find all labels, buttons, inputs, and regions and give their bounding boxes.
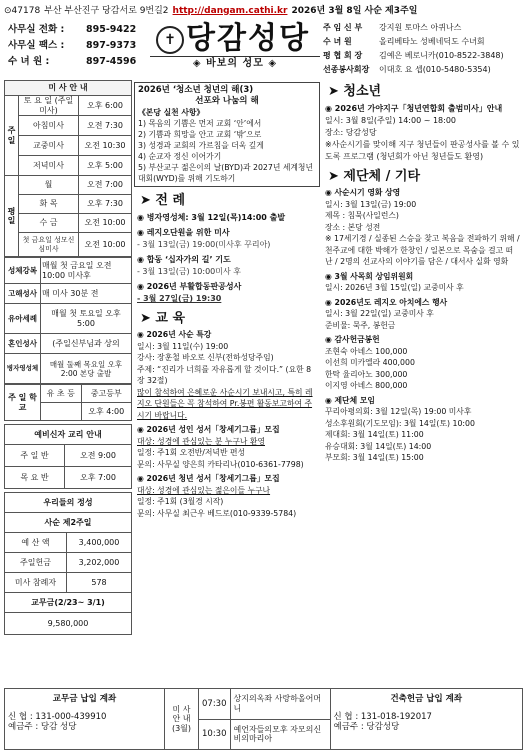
- groups-item: ◉ 사순시기 영화 상영: [325, 188, 401, 198]
- offering-value: 3,400,000: [67, 533, 132, 553]
- youth-section: [322, 103, 523, 163]
- groups-line: 일시: 3월 22일(일) 교중미사 후: [325, 309, 434, 319]
- tithe-title: 교무금 납입 계좌: [52, 694, 117, 704]
- intention-name: 예언자들의모후 자모의신비의마리아: [230, 719, 330, 750]
- mass-name: 월: [19, 176, 79, 195]
- offering-title: 우리들의 정성: [5, 493, 132, 513]
- catechumen-table: [4, 424, 132, 489]
- groups-line: 부모회: 3월 14일(토) 15:00: [325, 453, 424, 463]
- contact-info: [8, 22, 146, 70]
- mass-time: 오전 7:30: [79, 116, 132, 136]
- middle-column: [134, 82, 320, 684]
- liturgy-item: ◉ 합동 ‘십자가의 길’ 기도: [137, 254, 231, 264]
- parish-logo-icon: ✝: [156, 26, 184, 54]
- contact-value: 897-4596: [86, 56, 137, 68]
- staff-row: [323, 63, 524, 77]
- groups-line: 일시: 2026년 3월 15일(일) 교중미사 후: [325, 283, 464, 293]
- mass-time: 오후 6:00: [79, 96, 132, 116]
- liturgy-list: [134, 212, 320, 305]
- staff-name: 이대호 요 셉(010-5480-5354): [379, 65, 491, 75]
- youth-heading: ➤ 청소년: [328, 84, 382, 99]
- groups-line: 일시: 3월 13일(금) 19:00: [325, 199, 417, 209]
- sacrament-name: 혼인성사: [5, 334, 41, 354]
- youth-line: ※사순시기를 맞이해 지구 청년들이 판공성사를 볼 수 있도록 프로그램 (청년회가 아닌 청년들도 환영): [325, 139, 520, 161]
- building-line: 신 협 : 131-018-192017: [333, 712, 432, 723]
- theme-item: 2) 기쁨과 희망을 안고 교회 ‘밖’으로: [138, 130, 262, 139]
- groups-line: ※ 17세기경 / 실종된 스승을 찾고 복음을 전파하기 위해 / 천주교에 대한 박해가 한창인 / 일본으로 목숨을 걸고 떠난 / 2명의 선교사의 이야기를 담은 / 대서사 실화 영화: [325, 234, 520, 267]
- contact-value: 895-9422: [86, 24, 137, 36]
- school-group: 유 초 등: [41, 385, 82, 403]
- edu-line: 주제: “진리가 너희를 자유롭게 할 것이다.” (요한 8장 32절): [137, 364, 312, 386]
- groups-item: ◉ 3월 사목회 상임위원회: [325, 271, 414, 281]
- liturgy-detail: - 3월 13일(금) 10:00미사 후: [137, 266, 241, 276]
- school-group: [41, 403, 82, 421]
- offering-key: 미사 참례자: [5, 573, 67, 593]
- mass-name: 화 목: [19, 195, 79, 214]
- theme-box: [134, 82, 320, 187]
- sacrament-table: [4, 257, 132, 384]
- school-time: 오후 4:00: [81, 403, 131, 421]
- contact-label: 사무실 전화 :: [8, 24, 65, 36]
- fund-value: 9,580,000: [5, 613, 132, 635]
- edu-list: [134, 329, 320, 519]
- parish-subtitle: ◈ 바보의 성모 ◈: [150, 56, 320, 70]
- theme-item: 5) 부산교구 젊은이의 날(BYD)과 2027년 세계청년대회(WYD)를 위해 기도하기: [138, 163, 313, 183]
- theme-line1: 2026년 ‘청소년 청년의 해(3): [138, 85, 254, 95]
- sacrament-name: 유아세례: [5, 304, 41, 334]
- header-line: [4, 3, 523, 19]
- sacrament-name: 성체강복: [5, 258, 41, 284]
- school-label: 주 일 학 교: [5, 385, 41, 421]
- staff-role: 수 녀 원: [323, 37, 352, 47]
- building-title: 건축헌금 납입 계좌: [390, 694, 463, 704]
- groups-line: 제대회: 3월 14일(토) 11:00: [325, 430, 424, 440]
- edu-item: ◉ 2026년 청년 성서「창세기그룹」모집: [137, 474, 280, 484]
- right-column: [322, 82, 523, 684]
- staff-name: 김예은 베로니카(010-8522-3848): [379, 51, 504, 61]
- theme-item: 3) 성경과 교회의 가르침을 더욱 깊게: [138, 141, 264, 150]
- catechumen-title: 예비신자 교리 안내: [5, 425, 132, 445]
- groups-line: 한탁 율리아노 300,000: [325, 369, 408, 379]
- staff-row: [323, 49, 524, 63]
- website-link[interactable]: http://dangam.cathi.kr: [172, 5, 288, 16]
- weekday-label: 평 일: [5, 176, 19, 257]
- liturgy-item: ◉ 병자영성체: 3월 12일(목)14:00 출발: [137, 212, 286, 222]
- theme-item: 4) 순교자 정신 이어가기: [138, 152, 222, 161]
- sunday-school-table: [4, 384, 132, 421]
- groups-line: 유승대회: 3월 14일(토) 14:00: [325, 441, 432, 451]
- edu-line: 문의: 사무실 양은희 카타리나(010-6361-7798): [137, 459, 304, 469]
- offering-table: [4, 492, 132, 635]
- mass-name: 아침미사: [19, 116, 79, 136]
- building-line: 예금주 : 당감성당: [333, 722, 400, 733]
- groups-title: 제단체 / 기타: [343, 168, 421, 184]
- mass-name: 첫 금요일 성모신심미사: [19, 233, 79, 257]
- contact-label: 사무실 팩스 :: [8, 40, 65, 52]
- footer-table: [4, 688, 523, 750]
- offering-value: 3,202,000: [67, 553, 132, 573]
- groups-section: [322, 187, 523, 464]
- youth-title: 청소년: [343, 84, 382, 99]
- groups-item: ◉ 감사헌금봉헌: [325, 335, 380, 345]
- catechumen-day: 주 일 반: [5, 445, 65, 467]
- edu-line: 많이 참석하여 은혜로운 사순시기 보내시고, 특히 레지오 단원들은 꼭 참석하여 Pr.봉편 활동보고하여 주시기 바랍니다.: [137, 387, 313, 420]
- edu-line: 대상: 성경에 관심있는 분 누구나 환영: [137, 436, 265, 446]
- contact-convent: [8, 54, 146, 70]
- edu-item: ◉ 2026년 사순 특강: [137, 330, 212, 340]
- groups-line: 이선희 미카엘라 400,000: [325, 358, 415, 368]
- intention-time: 10:30: [199, 719, 231, 750]
- groups-line: 조현숙 아녜스 100,000: [325, 346, 408, 356]
- offering-subtitle: 사순 제2주일: [5, 513, 132, 533]
- mass-time: 오전 7:00: [79, 176, 132, 195]
- sacrament-text: (주일신부님과 상의: [41, 334, 132, 354]
- bulletin-title: [150, 22, 320, 70]
- catechumen-time: 오전 9:00: [65, 445, 132, 467]
- edu-line: 대상: 성경에 관심있는 젊은이들 누구나: [137, 485, 271, 495]
- offering-key: 예 산 액: [5, 533, 67, 553]
- groups-item: ◉ 2026년도 레지오 아치에스 행사: [325, 297, 448, 307]
- fund-label: 교무금(2/23~ 3/1): [5, 593, 132, 613]
- left-column: [4, 80, 132, 685]
- school-group: 중고등부: [81, 385, 131, 403]
- staff-name: 강지원 토마스 아퀴나스: [379, 23, 462, 33]
- groups-line: 이지영 아녜스 800,000: [325, 381, 408, 391]
- offering-value: 578: [67, 573, 132, 593]
- mass-time: 오전 10:00: [79, 214, 132, 233]
- mass-time: 오후 7:30: [79, 195, 132, 214]
- mass-name: 수 금: [19, 214, 79, 233]
- footer: [4, 688, 523, 750]
- liturgy-detail: - 3월 13일(금) 19:00(미사후 꾸리아): [137, 239, 271, 249]
- liturgy-detail: - 3월 27일(금) 19:30: [137, 293, 222, 303]
- groups-heading: ➤ 제단체 / 기타: [328, 168, 421, 184]
- youth-item: ◉ 2026년 가야지구「청년연합회 출범미사」안내: [325, 103, 503, 113]
- issue-date: 2026년 3월 8일 사순 제3주일: [291, 5, 418, 16]
- liturgy-title: 전 례: [155, 193, 186, 208]
- staff-role: 주 임 신 부: [323, 23, 363, 33]
- tithe-line: 예금주 : 당감 성당: [8, 722, 77, 733]
- theme-item: 1) 목음의 기쁨은 먼저 교회 ‘안’에서: [138, 119, 262, 128]
- mass-intention-label: 미 사 안 내 (3월): [165, 689, 199, 750]
- staff-role: 선종봉사회장: [323, 65, 370, 75]
- edu-line: 문의: 사무실 최근우 베드로(010-9339-5784): [137, 508, 297, 518]
- mass-time: 오후 5:00: [79, 156, 132, 176]
- mass-time: 오전 10:00: [79, 233, 132, 257]
- building-account: [330, 689, 523, 750]
- groups-line: 제목 : 침묵(사일런스): [325, 211, 399, 221]
- sacrament-text: 매월 첫 토요일 오후 5:00: [41, 304, 132, 334]
- sacrament-name: 고해성사: [5, 284, 41, 304]
- mass-title: 미 사 안 내: [5, 81, 132, 96]
- sunday-label: 주 일: [5, 96, 19, 176]
- zip-code: ⊙47178: [4, 5, 41, 16]
- mass-name: 토 요 일 (주일미사): [19, 96, 79, 116]
- edu-line: 일정: 주1회 오전반/저녁반 편성: [137, 448, 246, 458]
- groups-line: 꾸리아평의회: 3월 12일(목) 19:00 미사후: [325, 407, 472, 417]
- theme-line2: 선포와 나눔의 해: [195, 96, 259, 106]
- edu-line: 일정: 주1회 (3월경 시작): [137, 497, 224, 507]
- sacrament-text: 매 미사 30분 전: [41, 284, 132, 304]
- edu-line: 일시: 3월 11일(수) 19:00: [137, 341, 229, 351]
- staff-name: 올리베타노 성베네딕도 수녀회: [379, 37, 485, 47]
- theme-subtitle: 《본당 실천 사항》: [138, 108, 205, 117]
- staff-row: [323, 21, 524, 35]
- intention-name: 상지의옥좌 사랑하올어머니: [230, 689, 330, 720]
- youth-line: 일시: 3월 8일(주일) 14:00 ~ 18:00: [325, 115, 457, 125]
- groups-line: 준비물: 묵주, 봉헌금: [325, 320, 396, 330]
- groups-item: ◉ 제단체 모임: [325, 395, 375, 405]
- liturgy-item: ◉ 2026년 부활합동판공성사: [137, 281, 242, 291]
- groups-line: 장소 : 본당 성전: [325, 222, 381, 232]
- mass-name: 교중미사: [19, 136, 79, 156]
- mass-schedule-table: [4, 80, 132, 257]
- catechumen-day: 목 요 반: [5, 467, 65, 489]
- sacrament-name: 병자영성체: [5, 354, 41, 384]
- staff-list: [323, 21, 524, 77]
- tithe-account: [5, 689, 165, 750]
- contact-label: 수 녀 원 :: [8, 56, 50, 68]
- youth-line: 장소: 당감성당: [325, 127, 377, 137]
- liturgy-heading: ➤ 전 례: [140, 193, 186, 208]
- contact-value: 897-9373: [86, 40, 137, 52]
- mass-time: 오전 10:30: [79, 136, 132, 156]
- edu-heading: ➤ 교 육: [140, 310, 186, 326]
- sacrament-text: 매월 첫 금요일 오전 10:00 미사후: [41, 258, 132, 284]
- mass-name: 저녁미사: [19, 156, 79, 176]
- intention-time: 07:30: [199, 689, 231, 720]
- edu-line: 강사: 장훈철 바오로 신부(전하성당주임): [137, 353, 274, 363]
- address: 부산 부산진구 당감서로 9번길2: [44, 5, 169, 16]
- parish-name: 당감성당: [186, 21, 310, 56]
- contact-fax: [8, 38, 146, 54]
- staff-row: [323, 35, 524, 49]
- contact-phone: [8, 22, 146, 38]
- catechumen-time: 오후 7:00: [65, 467, 132, 489]
- staff-role: 평 협 회 장: [323, 51, 363, 61]
- edu-item: ◉ 2026년 성인 성서「창세기그룹」모집: [137, 425, 280, 435]
- offering-key: 주일헌금: [5, 553, 67, 573]
- edu-title: 교 육: [155, 310, 186, 326]
- tithe-line: 신 협 : 131-000-439910: [8, 712, 107, 723]
- sacrament-text: 매월 둘째 목요일 오후 2:00 본당 출발: [41, 354, 132, 384]
- groups-line: 성소후원회(기도모임): 3월 14일(토) 10:00: [325, 418, 475, 428]
- liturgy-item: ◉ 레지오단원을 위한 미사: [137, 227, 230, 237]
